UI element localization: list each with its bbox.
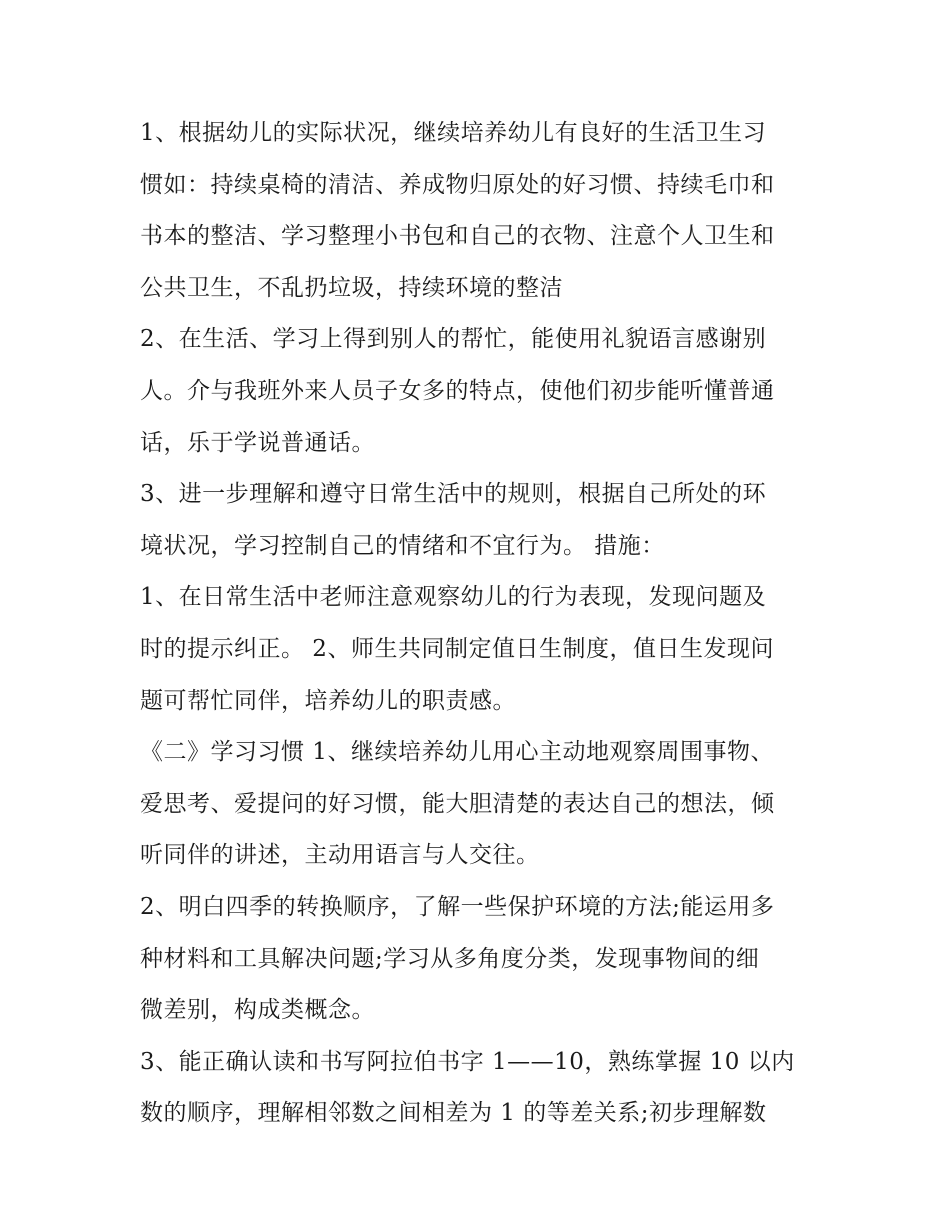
text-line: 时的提示纠正。 2、师生共同制定值日生制度，值日生发现问: [140, 635, 774, 662]
text-line: 人。介与我班外来人员子女多的特点，使他们初步能听懂普通: [140, 377, 775, 404]
text-line: 种材料和工具解决问题;学习从多角度分类，发现事物间的细: [140, 945, 760, 972]
text-line: 听同伴的讲述，主动用语言与人交往。: [140, 842, 540, 869]
text-line: 境状况，学习控制自己的情绪和不宜行为。 措施：: [140, 532, 665, 559]
text-line: 1、根据幼儿的实际状况，继续培养幼儿有良好的生活卫生习: [140, 120, 767, 146]
text-line: 爱思考、爱提问的好习惯，能大胆清楚的表达自己的想法，倾: [140, 790, 775, 817]
text-line: 3、进一步理解和遵守日常生活中的规则，根据自己所处的环: [140, 481, 767, 508]
text-line: 2、明白四季的转换顺序，了解一些保护环境的方法;能运用多: [140, 893, 775, 920]
text-line: 微差别，构成类概念。: [140, 997, 375, 1024]
text-line: 3、能正确认读和书写阿拉伯书字 1——10，熟练掌握 10 以内: [140, 1048, 795, 1075]
text-line: 话，乐于学说普通话。: [140, 429, 375, 456]
document-body: [140, 108, 820, 1140]
text-line: 《二》学习习惯 1、继续培养幼儿用心主动地观察周围事物、: [140, 739, 774, 766]
text-line: 公共卫生，不乱扔垃圾，持续环境的整洁: [140, 274, 563, 301]
text-line: 惯如：持续桌椅的清洁、养成物归原处的好习惯、持续毛巾和: [140, 171, 775, 198]
text-line: 2、在生活、学习上得到别人的帮忙，能使用礼貌语言感谢别: [140, 326, 767, 353]
text-line: 数的顺序，理解相邻数之间相差为 1 的等差关系;初步理解数: [140, 1100, 767, 1127]
text-line: 1、在日常生活中老师注意观察幼儿的行为表现，发现问题及: [140, 584, 767, 611]
text-line: 书本的整洁、学习整理小书包和自己的衣物、注意个人卫生和: [140, 223, 775, 250]
text-line: 题可帮忙同伴，培养幼儿的职责感。: [140, 687, 516, 714]
